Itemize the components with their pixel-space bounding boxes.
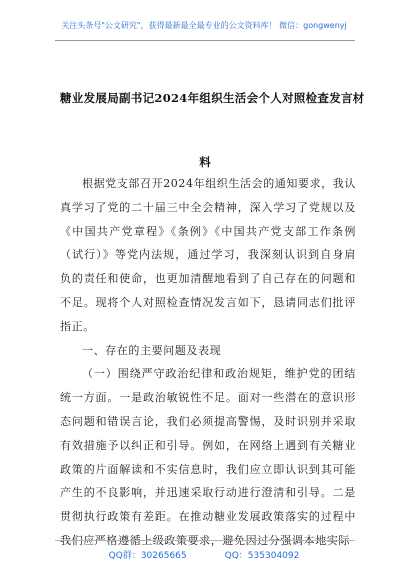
footer-contact: [0, 548, 408, 561]
header-banner: 关注头条号"公文研究"，获得最新最全最专业的公文资料库！ 微信：gongwenyj: [61, 21, 347, 30]
document-title-line-1: 糖业发展局副书记2024年组织生活会个人对照检查发言材: [60, 91, 365, 105]
intro-paragraph: 根据党支部召开2024年组织生活会的通知要求，我认真学习了党的二十届三中全会精神，深入学习了党规以及《中国共产党章程》《条例》《中国共产党支部工作条例（试行）》等党内法规，通过学习，我深刻认识到自身肩负的责任和使命，也更加清醒地看到了自己存在的问题和不足。现将个人对照检查情况发言如下，恳请同志们批评指正。: [60, 177, 356, 333]
document-body: [60, 172, 356, 553]
footer-qq-number: QQ：535304092: [224, 551, 300, 561]
section-heading: 一、存在的主要问题及表现: [82, 343, 222, 357]
document-title-line-2: 料: [199, 155, 211, 169]
footer-divider: [55, 540, 355, 541]
footer-qq-group: QQ群：30265665: [108, 551, 187, 561]
header-divider: [55, 40, 355, 41]
body-paragraph: （一）围绕严守政治纪律和政治规矩，维护党的团结统一方面。一是政治敏锐性不足。面对一些潜在的意识形态问题和错误言论，我们必须提高警惕，及时识别并采取有效措施予以纠正和引导。例如，在网络上遇到有关糖业政策的片面解读和不实信息时，我们应立即认识到其可能产生的不良影响，并迅速采取行动进行澄清和引导。二是贯彻执行政策有差距。在推动糖业发展政策落实的过程中我们应严格遵循上级政策要求，避免因过分强调本地实际: [60, 367, 356, 547]
